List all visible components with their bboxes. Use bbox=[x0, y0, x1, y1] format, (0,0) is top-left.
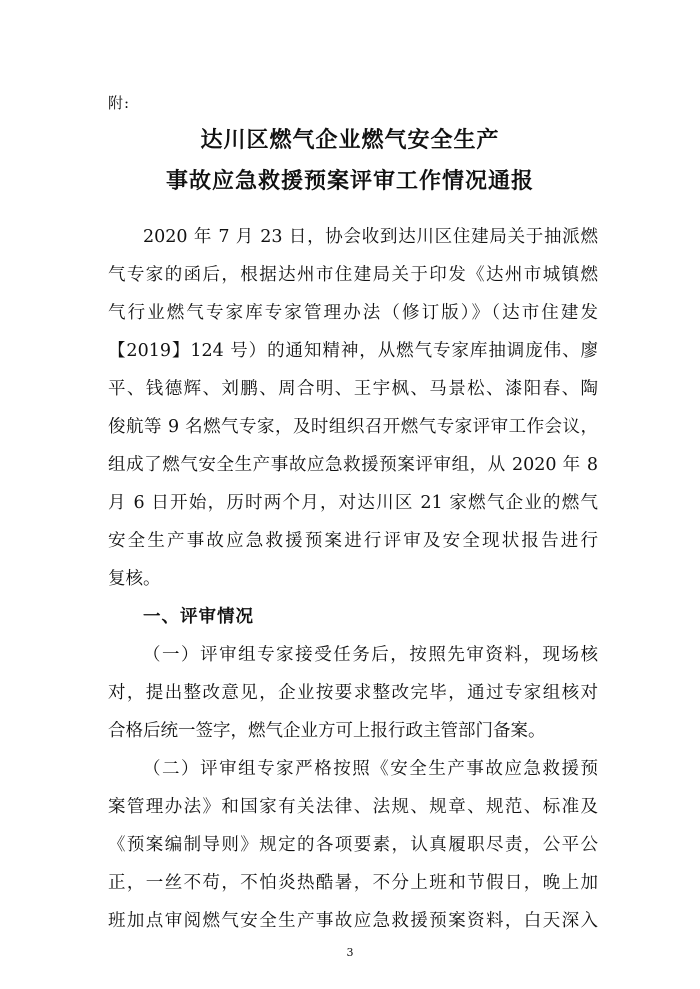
intro-line-5: 平、钱德辉、刘鹏、周合明、王宇枫、马景松、漆阳春、陶 bbox=[108, 379, 598, 399]
section-heading-review: 一、评审情况 bbox=[143, 607, 254, 627]
intro-line-9: 安全生产事故应急救援预案进行评审及安全现状报告进行 bbox=[108, 531, 598, 551]
item2-line-2: 案管理办法》和国家有关法律、法规、规章、规范、标准及 bbox=[108, 797, 598, 817]
item1-line-3: 合格后统一签字，燃气企业方可上报行政主管部门备案。 bbox=[108, 721, 546, 741]
title-line-2: 事故应急救援预案评审工作情况通报 bbox=[165, 169, 534, 194]
item2-line-4: 正，一丝不苟，不怕炎热酷暑，不分上班和节假日，晚上加 bbox=[108, 873, 598, 893]
intro-line-6: 俊航等 9 名燃气专家，及时组织召开燃气专家评审工作会议， bbox=[108, 417, 598, 437]
intro-line-3: 气行业燃气专家库专家管理办法（修订版）》（达市住建发 bbox=[108, 303, 598, 323]
intro-line-1: 2020 年 7 月 23 日，协会收到达川区住建局关于抽派燃 bbox=[143, 227, 598, 247]
title-line-1: 达川区燃气企业燃气安全生产 bbox=[200, 128, 500, 153]
attachment-label: 附: bbox=[108, 94, 131, 112]
item1-line-1: （一）评审组专家接受任务后，按照先审资料，现场核 bbox=[143, 645, 598, 665]
intro-line-8: 月 6 日开始，历时两个月，对达川区 21 家燃气企业的燃气 bbox=[108, 493, 598, 513]
intro-line-4: 【2019】124 号）的通知精神，从燃气专家库抽调庞伟、廖 bbox=[108, 341, 598, 361]
item2-line-5: 班加点审阅燃气安全生产事故应急救援预案资料，白天深入 bbox=[108, 911, 598, 931]
page-number: 3 bbox=[346, 946, 354, 959]
intro-line-7: 组成了燃气安全生产事故应急救援预案评审组，从 2020 年 8 bbox=[108, 455, 598, 475]
item2-line-1: （二）评审组专家严格按照《安全生产事故应急救援预 bbox=[143, 759, 598, 779]
intro-line-2: 气专家的函后，根据达州市住建局关于印发《达州市城镇燃 bbox=[108, 265, 598, 285]
item1-line-2: 对，提出整改意见，企业按要求整改完毕，通过专家组核对 bbox=[108, 683, 598, 703]
intro-line-10: 复核。 bbox=[108, 569, 161, 589]
item2-line-3: 《预案编制导则》规定的各项要素，认真履职尽责，公平公 bbox=[108, 835, 598, 855]
